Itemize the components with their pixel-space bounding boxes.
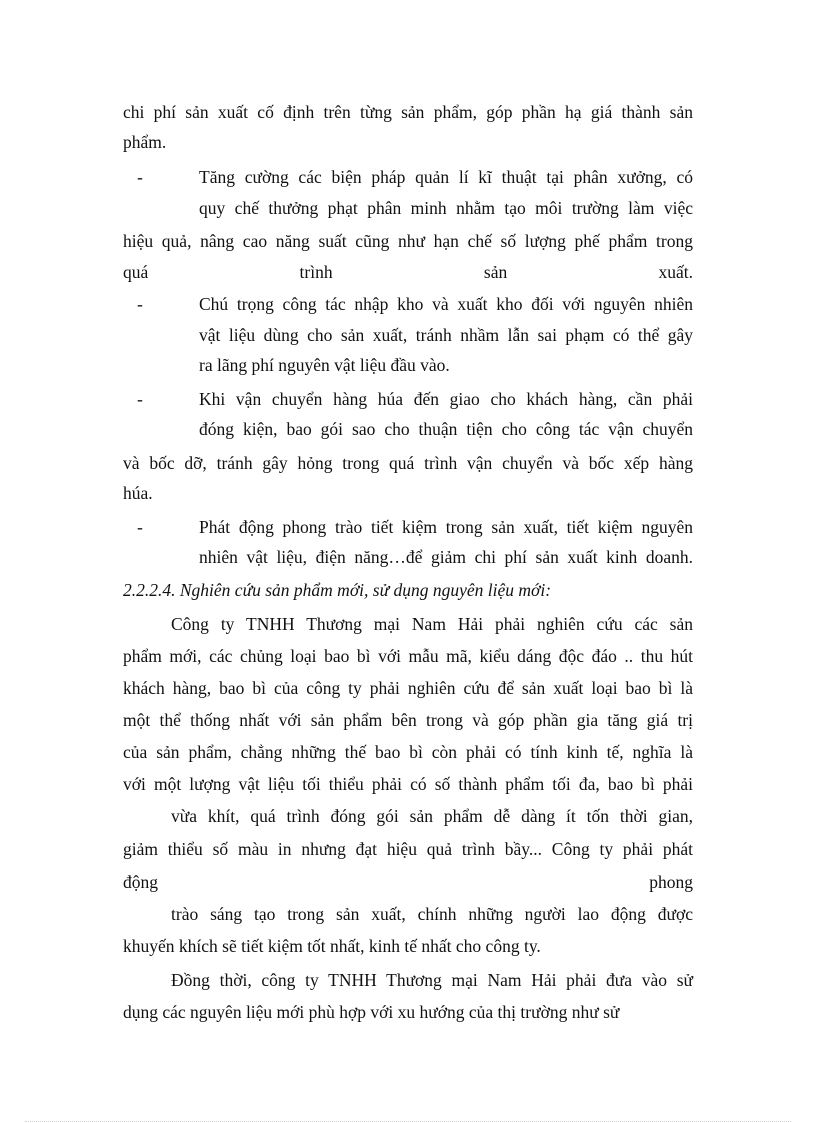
text-line: hiệu quả, nâng cao năng suất cũng như hạn chế số lượng phế phẩm trong (123, 231, 693, 251)
text-line: quá trình sản xuất. (123, 262, 693, 282)
text-line: Công ty TNHH Thương mại Nam Hải phải nghiên cứu các sản (171, 614, 693, 634)
text-line: vừa khít, quá trình đóng gói sản phẩm dễ dàng ít tốn thời gian, (171, 806, 693, 826)
text-line: đóng kiện, bao gói sao cho thuận tiện cho công tác vận chuyển (199, 419, 693, 439)
bullet-dash: - (137, 517, 143, 537)
text-line: dụng các nguyên liệu mới phù hợp với xu hướng của thị trường như sử (123, 1002, 620, 1022)
text-line: quy chế thưởng phạt phân minh nhằm tạo môi trường làm việc (199, 198, 693, 218)
text-line: nhiên vật liệu, điện năng…để giảm chi phí sản xuất kinh doanh. (199, 547, 693, 567)
text-line: chi phí sản xuất cố định trên từng sản phẩm, góp phần hạ giá thành sản (123, 102, 693, 122)
bullet-dash: - (137, 294, 143, 314)
text-line: phẩm. (123, 132, 167, 152)
text-line: ra lãng phí nguyên vật liệu đầu vào. (199, 355, 450, 375)
text-line: động phong (123, 872, 693, 892)
text-line: khuyến khích sẽ tiết kiệm tốt nhất, kinh tế nhất cho công ty. (123, 936, 541, 956)
section-heading: 2.2.2.4. Nghiên cứu sản phẩm mới, sử dụng nguyên liệu mới: (123, 580, 552, 600)
text-line: một thể thống nhất với sản phẩm bên trong và góp phần gia tăng giá trị (123, 710, 693, 730)
bullet-dash: - (137, 167, 143, 187)
text-line: của sản phẩm, chẳng những thế bao bì còn phải có tính kinh tế, nghĩa là (123, 742, 693, 762)
text-line: và bốc dỡ, tránh gây hỏng trong quá trình vận chuyển và bốc xếp hàng (123, 453, 693, 473)
text-line: Chú trọng công tác nhập kho và xuất kho đối với nguyên nhiên (199, 294, 693, 314)
text-line: trào sáng tạo trong sản xuất, chính những người lao động được (171, 904, 693, 924)
text-line: với một lượng vật liệu tối thiểu phải có số thành phẩm tối đa, bao bì phải (123, 774, 693, 794)
text-line: khách hàng, bao bì của công ty phải nghiên cứu để sản xuất loại bao bì là (123, 678, 693, 698)
text-line: Tăng cường các biện pháp quản lí kĩ thuật tại phân xưởng, có (199, 167, 693, 187)
text-line: vật liệu dùng cho sản xuất, tránh nhầm lẫn sai phạm có thể gây (199, 325, 693, 345)
text-line: giảm thiểu số màu in nhưng đạt hiệu quả trình bầy... Công ty phải phát (123, 839, 693, 859)
page-bottom-rule (25, 1121, 791, 1122)
text-line: húa. (123, 483, 153, 503)
text-line: Khi vận chuyển hàng húa đến giao cho khách hàng, cần phải (199, 389, 693, 409)
text-line: Đồng thời, công ty TNHH Thương mại Nam Hải phải đưa vào sử (171, 970, 693, 990)
bullet-dash: - (137, 389, 143, 409)
text-line: phẩm mới, các chủng loại bao bì với mẫu mã, kiểu dáng độc đáo .. thu hút (123, 646, 693, 666)
text-line: Phát động phong trào tiết kiệm trong sản xuất, tiết kiệm nguyên (199, 517, 693, 537)
